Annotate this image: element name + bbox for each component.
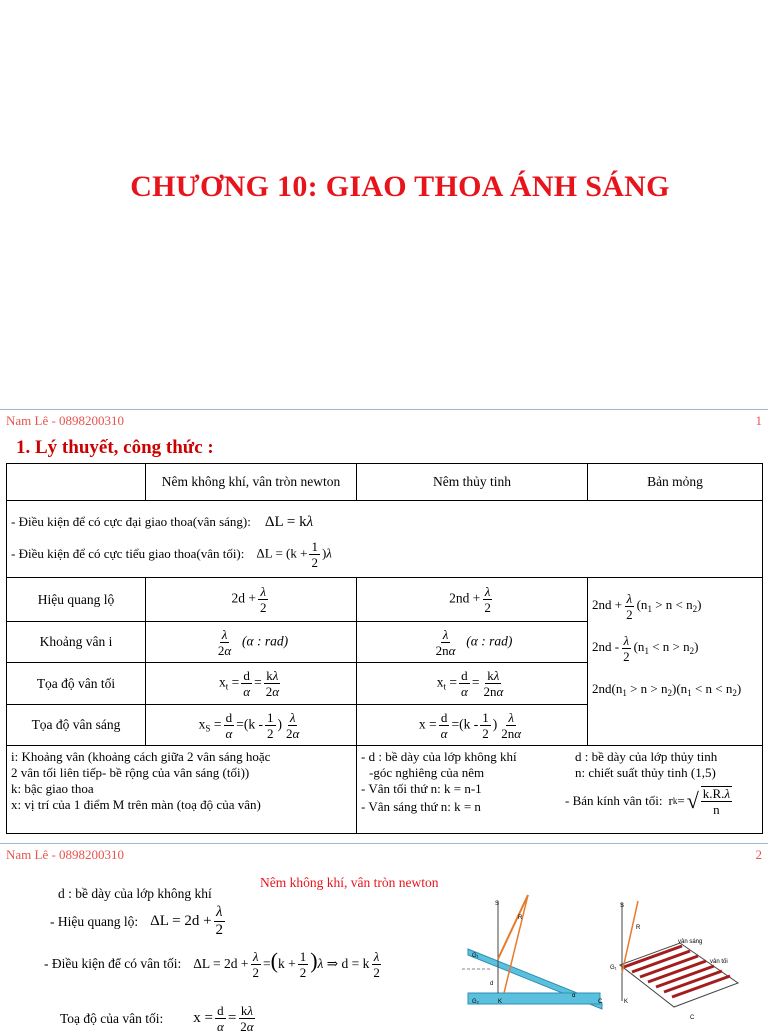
bottom-glass-plate [468,993,600,1004]
slide3-path-diff [50,905,227,938]
thin-film-formulas [588,578,763,746]
slide3-subtitle: Nêm không khí, vân tròn newton [260,875,439,890]
label-g1: G₁ [472,953,479,959]
note-mid-1: - d : bề dày của lớp không khí [361,749,517,764]
label-r: R [518,915,523,921]
thin-film-f1: 2nd + $\frac{\lambda}{2}$ $(n_1 > n < n_2)$ [592,590,702,622]
fringe-width-glass: $\frac{\lambda}{2n\alpha}$ (α : rad) [357,622,588,663]
slide3-dark-cond-formula: ΔL = 2d + $\frac{\lambda}{2}$ =(k + $\frac{1}{2}$ )λ ⇒ d = k $\frac{\lambda}{2}$ [193,948,380,981]
label-k2: K [624,999,629,1005]
note-left-3: k: bậc giao thoa [11,781,94,796]
dark-pos-air: $x_t$ = $\frac{d}{\alpha}$ = $\frac{k\lambda}{2\alpha}$ [146,663,357,705]
rad-note-glass: (α : rad) [466,633,513,649]
label-k: K [498,999,503,1005]
chapter-title: CHƯƠNG 10: GIAO THOA ÁNH SÁNG [130,170,670,203]
note-right-3: - Bán kính vân tối: [565,793,663,808]
header-glass-wedge: Nêm thủy tinh [357,464,588,501]
header-empty [7,464,146,501]
footer-author-2: Nam Lê - 0898200310 [6,847,125,862]
header-thin-film: Bản mỏng [588,464,763,501]
note-mid-4: - Vân sáng thứ n: k = n [361,799,481,814]
rad-note-air: (α : rad) [242,633,289,649]
slide3-dark-cond-label: - Điều kiện để có vân tối: [44,955,182,971]
dark-radius-line [565,786,734,816]
slide-separator [0,409,768,410]
cond-dark-label: - Điều kiện để có cực tiểu giao thoa(vân tối): [11,546,245,561]
label-alpha: α [572,993,576,999]
header-air-wedge: Nêm không khí, vân tròn newton [146,464,357,501]
note-right-2: n: chiết suất thủy tinh (1,5) [575,765,716,780]
slide3-dark-pos-label: Toạ độ của vân tối: [60,1010,164,1026]
note-left-4: x: vị trí của 1 điểm M trên màn (toạ độ của vân) [11,797,261,812]
label-c2: C [690,1015,695,1021]
slide3-dark-pos [60,1004,258,1033]
notes-right [357,746,763,834]
bright-pos-air: $x_S$ = $\frac{d}{\alpha}$ =(k - $\frac{1}{2}$ ) $\frac{\lambda}{2\alpha}$ [146,705,357,746]
slide3-line-thickness: d : bề dày của lớp không khí [58,886,212,901]
label-r2: R [636,925,641,931]
label-bright: vân sáng [678,939,703,945]
bright-pos-glass: x = $\frac{d}{\alpha}$ =(k - $\frac{1}{2}$ ) $\frac{\lambda}{2n\alpha}$ [357,705,588,746]
thin-film-f2: 2nd - $\frac{\lambda}{2}$ $(n_1 < n > n_2)$ [592,632,699,664]
note-right-1: d : bề dày của lớp thủy tinh [575,749,718,764]
label-s2: S [620,903,625,909]
footer-author: Nam Lê - 0898200310 [6,413,125,428]
dark-pos-glass: $x_t$ = $\frac{d}{\alpha}$ = $\frac{k\lambda}{2n\alpha}$ [357,663,588,705]
page-number: 1 [755,413,762,428]
thin-film-f3: $2nd(n_1 > n > n_2)(n_1 < n < n_2)$ [592,681,742,698]
fringe-plate [620,943,738,1007]
cond-dark-formula: ΔL = (k + $\frac{1}{2}$ )λ [256,538,332,570]
row-label-bright-pos: Tọa độ vân sáng [7,705,146,746]
label-s: S [495,901,500,907]
slide3-path-diff-label: - Hiệu quang lộ: [50,913,139,929]
cond-bright-formula: ΔL = kλ [264,514,314,530]
air-wedge-diagram [462,893,612,1024]
formula-table [6,463,763,834]
notes-left [7,746,357,834]
note-mid-2: -góc nghiêng của nêm [369,765,485,780]
note-left-1: i: Khoảng vân (khoảng cách giữa 2 vân sáng hoặc [11,749,271,764]
note-mid-3: - Vân tối thứ n: k = n-1 [361,781,482,796]
path-diff-air: 2d + $\frac{\lambda}{2}$ [146,578,357,622]
row-label-fringe-width: Khoảng vân i [7,622,146,663]
row-label-dark-pos: Tọa độ vân tối [7,663,146,705]
reflected-ray-2 [504,895,528,993]
conditions-cell [7,501,763,578]
label-d: d [490,981,494,987]
slide-separator-2 [0,843,768,844]
fringe-width-air: $\frac{\lambda}{2\alpha}$ (α : rad) [146,622,357,663]
label-g2: G₂ [472,999,479,1005]
label-c: C [598,999,603,1005]
dark-radius-formula: r k = √ $\frac{k.R.\lambda}{n}$ [668,786,731,817]
slide3-path-diff-formula: ΔL = 2d + $\frac{\lambda}{2}$ [150,904,224,938]
label-dark: vân tối [710,959,728,965]
slide3-dark-pos-formula: x = $\frac{d}{\alpha}$ = $\frac{k\lambda}{2\alpha}$ [193,1003,254,1034]
note-left-2: 2 vân tối liên tiếp- bề rộng của vân sáng (tối)) [11,765,250,780]
cond-bright-label: - Điều kiện để có cực đại giao thoa(vân sáng): [11,514,251,529]
section-heading: 1. Lý thuyết, công thức : [16,437,214,458]
label-g1b: G₁ [610,965,617,971]
fringe-diagram [602,893,752,1024]
slide3-dark-cond [44,948,384,979]
path-diff-glass: 2nd + $\frac{\lambda}{2}$ [357,578,588,622]
reflected-ray [498,895,528,959]
page-number-2: 2 [755,847,762,862]
row-label-path-diff: Hiệu quang lộ [7,578,146,622]
